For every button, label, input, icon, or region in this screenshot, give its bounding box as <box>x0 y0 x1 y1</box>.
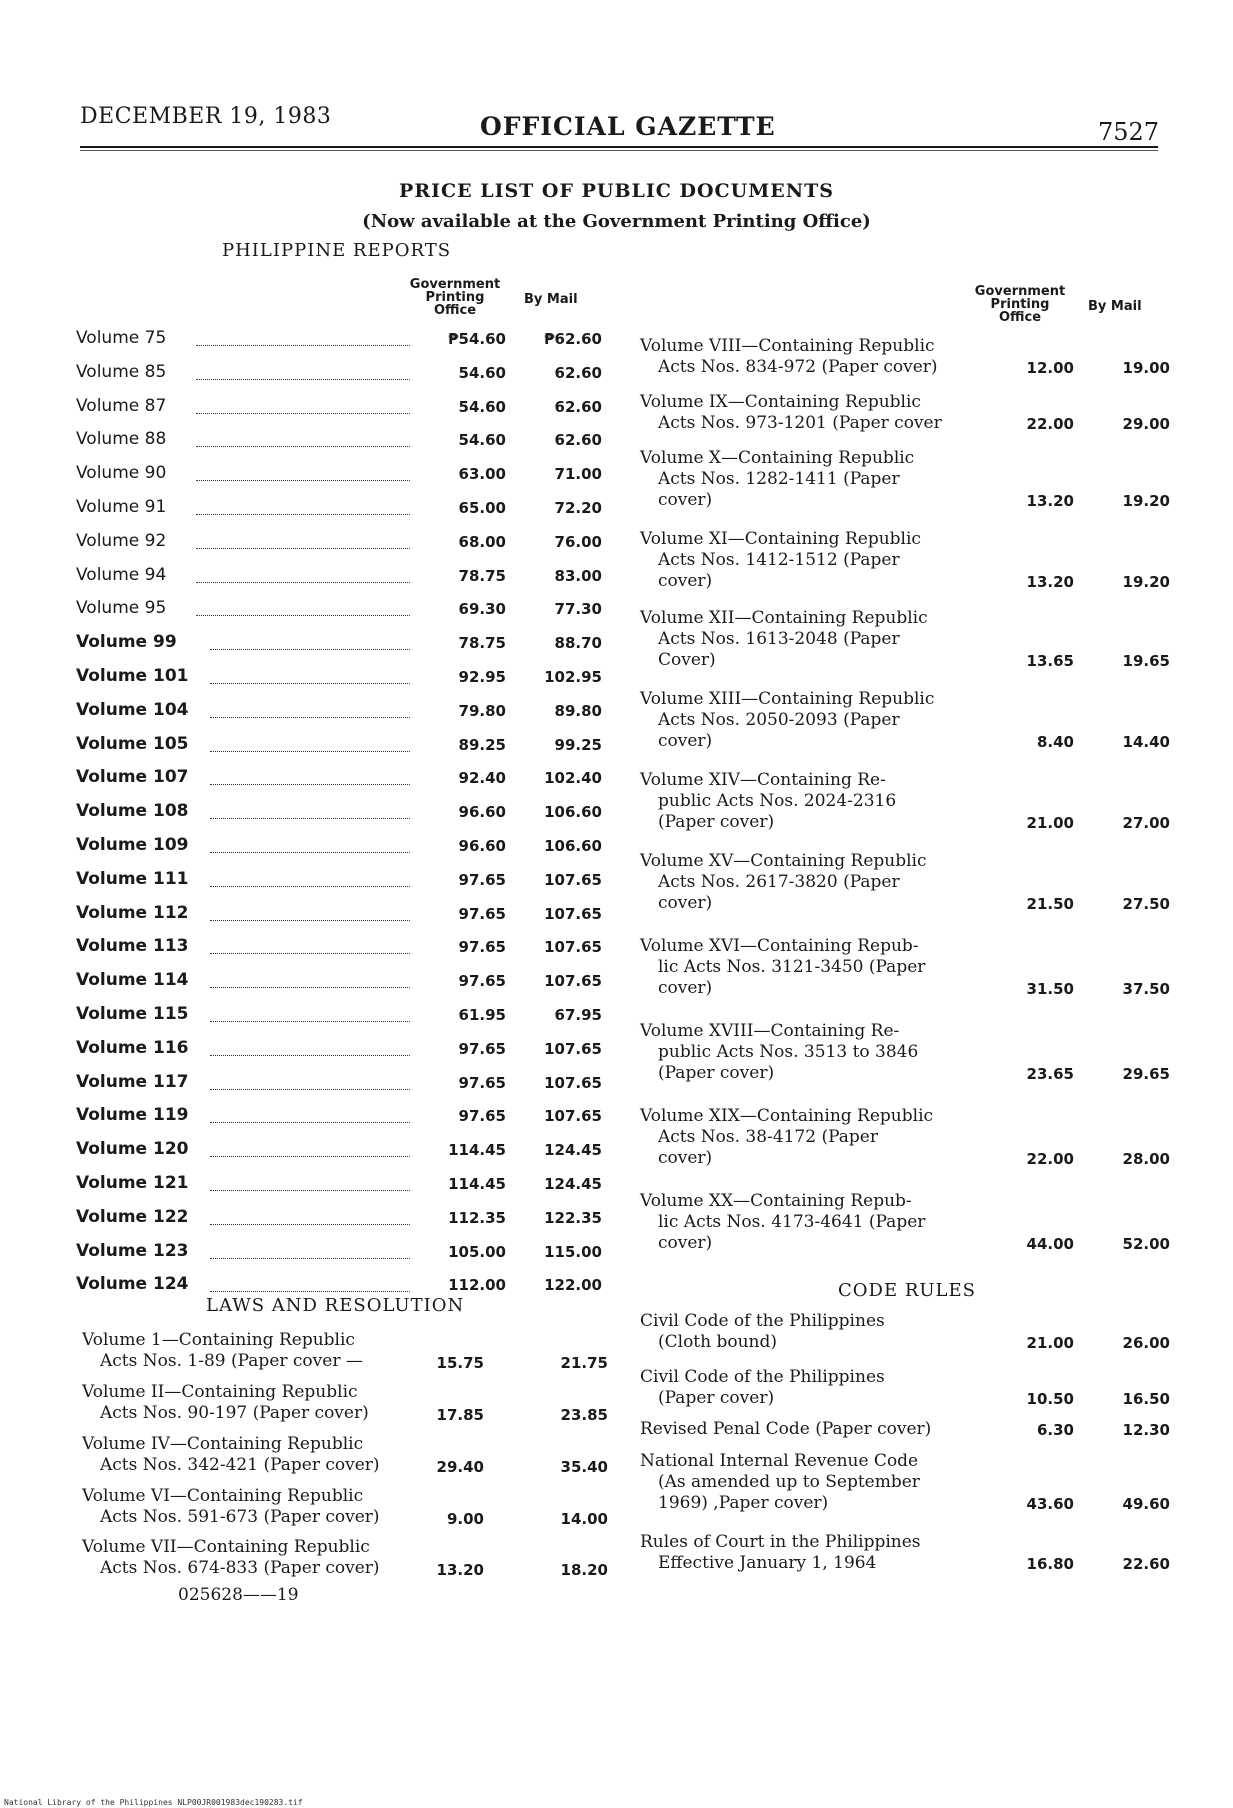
entry-line: Volume XI—Containing Republic <box>640 529 921 549</box>
price-gpo: 54.60 <box>458 364 506 382</box>
price-gpo: 92.40 <box>458 769 506 787</box>
dot-leader <box>210 920 410 921</box>
price-mail: 37.50 <box>1122 980 1170 998</box>
dot-leader <box>210 1258 410 1259</box>
price-entry <box>640 1021 975 1084</box>
volume-label: Volume 123 <box>76 1241 189 1261</box>
dot-leader <box>210 886 410 887</box>
dot-leader <box>210 717 410 718</box>
price-gpo: 16.80 <box>1026 1555 1074 1573</box>
volume-label: Volume 92 <box>76 531 167 551</box>
price-mail: 77.30 <box>554 600 602 618</box>
col-gpo-line: Government <box>409 277 501 292</box>
right-col-mail-header: By Mail <box>1088 299 1142 314</box>
price-mail: 107.65 <box>544 938 602 956</box>
price-gpo: 13.20 <box>436 1561 484 1579</box>
price-gpo: 112.00 <box>448 1276 506 1294</box>
entry-line: (Cloth bound) <box>658 1332 778 1352</box>
entry-line: cover) <box>658 731 713 751</box>
entry-line: Volume VIII—Containing Republic <box>640 336 935 356</box>
volume-label: Volume 108 <box>76 801 189 821</box>
price-gpo: 96.60 <box>458 803 506 821</box>
section-laws: LAWS AND RESOLUTION <box>206 1295 465 1316</box>
entry-line: Civil Code of the Philippines <box>640 1311 885 1331</box>
price-mail: 106.60 <box>544 803 602 821</box>
entry-line: cover) <box>658 1233 713 1253</box>
price-mail: 19.65 <box>1122 652 1170 670</box>
dot-leader <box>210 987 410 988</box>
law-entry <box>82 1486 427 1528</box>
price-entry <box>640 1191 975 1254</box>
entry-line: Volume 1—Containing Republic <box>82 1330 355 1350</box>
price-gpo: 31.50 <box>1026 980 1074 998</box>
entry-line: cover) <box>658 1148 713 1168</box>
entry-line: public Acts Nos. 3513 to 3846 <box>658 1042 919 1062</box>
price-mail: 83.00 <box>554 567 602 585</box>
price-mail: 107.65 <box>544 871 602 889</box>
price-mail: 19.20 <box>1122 492 1170 510</box>
entry-line: Volume XII—Containing Republic <box>640 608 928 628</box>
price-gpo: 21.00 <box>1026 814 1074 832</box>
price-gpo: 92.95 <box>458 668 506 686</box>
price-mail: 88.70 <box>554 634 602 652</box>
price-mail: 23.85 <box>560 1406 608 1424</box>
price-gpo: 97.65 <box>458 905 506 923</box>
dot-leader <box>196 582 410 583</box>
dot-leader <box>210 1055 410 1056</box>
entry-line: Acts Nos. 973-1201 (Paper cover <box>658 413 942 433</box>
price-entry <box>640 1106 975 1169</box>
volume-label: Volume 115 <box>76 1004 189 1024</box>
price-mail: 62.60 <box>554 431 602 449</box>
entry-line: cover) <box>658 571 713 591</box>
dot-leader <box>210 649 410 650</box>
entry-line: public Acts Nos. 2024-2316 <box>658 791 897 811</box>
entry-line: Volume XIV—Containing Re- <box>640 770 886 790</box>
price-gpo: 12.00 <box>1026 359 1074 377</box>
price-mail: 27.00 <box>1122 814 1170 832</box>
price-entry <box>640 1532 975 1574</box>
price-gpo: 13.20 <box>1026 492 1074 510</box>
entry-line: cover) <box>658 490 713 510</box>
dot-leader <box>196 379 410 380</box>
price-mail: 115.00 <box>544 1243 602 1261</box>
price-mail: 26.00 <box>1122 1334 1170 1352</box>
law-entry <box>82 1382 427 1424</box>
volume-label: Volume 117 <box>76 1072 189 1092</box>
dot-leader <box>196 548 410 549</box>
entry-line: Acts Nos. 90-197 (Paper cover) <box>100 1403 369 1423</box>
price-entry <box>640 1311 975 1353</box>
entry-line: Acts Nos. 591-673 (Paper cover) <box>100 1507 380 1527</box>
price-entry <box>640 392 975 434</box>
price-entry <box>640 448 975 511</box>
price-entry <box>640 1367 975 1409</box>
volume-label: Volume 113 <box>76 936 189 956</box>
price-mail: 49.60 <box>1122 1495 1170 1513</box>
dot-leader <box>210 1089 410 1090</box>
dot-leader <box>196 480 410 481</box>
price-mail: 22.60 <box>1122 1555 1170 1573</box>
price-entry <box>640 851 975 914</box>
price-mail: 106.60 <box>544 837 602 855</box>
entry-line: (Paper cover) <box>658 1388 775 1408</box>
dot-leader <box>196 514 410 515</box>
price-mail: 62.60 <box>554 364 602 382</box>
price-gpo: 10.50 <box>1026 1390 1074 1408</box>
price-mail: 72.20 <box>554 499 602 517</box>
price-mail: 29.00 <box>1122 415 1170 433</box>
price-gpo: 112.35 <box>448 1209 506 1227</box>
price-entry <box>640 529 975 592</box>
entry-line: National Internal Revenue Code <box>640 1451 919 1471</box>
price-mail: 67.95 <box>554 1006 602 1024</box>
price-gpo: 22.00 <box>1026 415 1074 433</box>
entry-line: 1969) ,Paper cover) <box>658 1493 829 1513</box>
entry-line: Volume IV—Containing Republic <box>82 1434 364 1454</box>
price-gpo: 97.65 <box>458 871 506 889</box>
price-mail: 27.50 <box>1122 895 1170 913</box>
entry-line: (Paper cover) <box>658 1063 775 1083</box>
dot-leader <box>210 1224 410 1225</box>
price-gpo: 54.60 <box>458 431 506 449</box>
entry-line: cover) <box>658 893 713 913</box>
entry-line: Volume VII—Containing Republic <box>82 1537 370 1557</box>
entry-line: (As amended up to September <box>658 1472 920 1492</box>
entry-line: Acts Nos. 1-89 (Paper cover — <box>100 1351 363 1371</box>
price-mail: 124.45 <box>544 1141 602 1159</box>
volume-label: Volume 104 <box>76 700 189 720</box>
price-entry <box>640 936 975 999</box>
entry-line: Volume XVIII—Containing Re- <box>640 1021 900 1041</box>
price-gpo: 22.00 <box>1026 1150 1074 1168</box>
volume-label: Volume 75 <box>76 328 167 348</box>
price-mail: 29.65 <box>1122 1065 1170 1083</box>
volume-label: Volume 111 <box>76 869 189 889</box>
entry-line: Cover) <box>658 650 716 670</box>
price-entry <box>640 689 975 752</box>
volume-label: Volume 120 <box>76 1139 189 1159</box>
header-title: OFFICIAL GAZETTE <box>480 112 776 141</box>
price-gpo: 21.50 <box>1026 895 1074 913</box>
price-gpo: 69.30 <box>458 600 506 618</box>
price-gpo: 13.20 <box>1026 573 1074 591</box>
price-mail: 102.95 <box>544 668 602 686</box>
price-gpo: 13.65 <box>1026 652 1074 670</box>
entry-line: Acts Nos. 342-421 (Paper cover) <box>100 1455 380 1475</box>
right-col-gpo-header <box>960 285 1080 324</box>
price-gpo: 6.30 <box>1036 1421 1074 1439</box>
volume-label: Volume 121 <box>76 1173 189 1193</box>
price-mail: 122.00 <box>544 1276 602 1294</box>
entry-line: Acts Nos. 674-833 (Paper cover) <box>100 1558 380 1578</box>
price-gpo: 114.45 <box>448 1141 506 1159</box>
volume-label: Volume 85 <box>76 362 167 382</box>
volume-label: Volume 124 <box>76 1274 189 1294</box>
dot-leader <box>210 784 410 785</box>
dot-leader <box>210 1122 410 1123</box>
dot-leader <box>210 852 410 853</box>
price-gpo: 68.00 <box>458 533 506 551</box>
price-gpo: 96.60 <box>458 837 506 855</box>
price-mail: 107.65 <box>544 905 602 923</box>
price-gpo: 97.65 <box>458 972 506 990</box>
dot-leader <box>210 683 410 684</box>
price-gpo: 15.75 <box>436 1354 484 1372</box>
price-entry <box>640 1451 975 1514</box>
volume-label: Volume 91 <box>76 497 167 517</box>
law-entry <box>82 1537 427 1579</box>
price-mail: 16.50 <box>1122 1390 1170 1408</box>
price-gpo: 97.65 <box>458 1107 506 1125</box>
price-gpo: 65.00 <box>458 499 506 517</box>
volume-label: Volume 119 <box>76 1105 189 1125</box>
price-gpo: ₱54.60 <box>448 330 506 348</box>
col-gpo-line: Office <box>998 310 1042 325</box>
volume-label: Volume 109 <box>76 835 189 855</box>
volume-label: Volume 122 <box>76 1207 189 1227</box>
dot-leader <box>196 345 410 346</box>
price-gpo: 21.00 <box>1026 1334 1074 1352</box>
entry-line: Volume XV—Containing Republic <box>640 851 927 871</box>
price-mail: 102.40 <box>544 769 602 787</box>
price-mail: 124.45 <box>544 1175 602 1193</box>
entry-line: Volume II—Containing Republic <box>82 1382 358 1402</box>
price-mail: 21.75 <box>560 1354 608 1372</box>
price-gpo: 63.00 <box>458 465 506 483</box>
volume-label: Volume 101 <box>76 666 189 686</box>
volume-label: Volume 114 <box>76 970 189 990</box>
page-number: 7527 <box>1098 118 1160 146</box>
entry-line: Volume XX—Containing Repub- <box>640 1191 912 1211</box>
section-code-rules: CODE RULES <box>838 1280 976 1301</box>
entry-line: Volume X—Containing Republic <box>640 448 915 468</box>
volume-label: Volume 99 <box>76 632 177 652</box>
price-mail: 107.65 <box>544 1107 602 1125</box>
price-entry <box>640 608 975 671</box>
entry-line: Acts Nos. 2617-3820 (Paper <box>658 872 900 892</box>
price-mail: 89.80 <box>554 702 602 720</box>
entry-line: lic Acts Nos. 4173-4641 (Paper <box>658 1212 926 1232</box>
col-gpo-line: Printing <box>425 290 485 305</box>
page-title: PRICE LIST OF PUBLIC DOCUMENTS <box>399 180 834 202</box>
price-mail: 12.30 <box>1122 1421 1170 1439</box>
price-mail: 62.60 <box>554 398 602 416</box>
price-entry <box>640 770 975 833</box>
left-col-gpo-header <box>395 278 515 317</box>
price-gpo: 97.65 <box>458 938 506 956</box>
price-mail: ₱62.60 <box>544 330 602 348</box>
price-gpo: 79.80 <box>458 702 506 720</box>
col-gpo-line: Government <box>974 284 1066 299</box>
entry-line: Volume XIX—Containing Republic <box>640 1106 934 1126</box>
volume-label: Volume 95 <box>76 598 167 618</box>
dot-leader <box>210 1190 410 1191</box>
price-mail: 28.00 <box>1122 1150 1170 1168</box>
price-mail: 107.65 <box>544 1074 602 1092</box>
dot-leader <box>210 818 410 819</box>
entry-line: Acts Nos. 1613-2048 (Paper <box>658 629 900 649</box>
price-mail: 35.40 <box>560 1458 608 1476</box>
price-entry <box>640 1419 975 1440</box>
header-rule-thin <box>80 150 1158 151</box>
price-gpo: 105.00 <box>448 1243 506 1261</box>
price-gpo: 114.45 <box>448 1175 506 1193</box>
law-entry <box>82 1434 427 1476</box>
price-mail: 18.20 <box>560 1561 608 1579</box>
dot-leader <box>210 953 410 954</box>
col-gpo-line: Printing <box>990 297 1050 312</box>
price-mail: 52.00 <box>1122 1235 1170 1253</box>
entry-line: Volume XIII—Containing Republic <box>640 689 935 709</box>
price-gpo: 54.60 <box>458 398 506 416</box>
price-entry <box>640 336 975 378</box>
price-mail: 19.00 <box>1122 359 1170 377</box>
price-gpo: 43.60 <box>1026 1495 1074 1513</box>
dot-leader <box>210 751 410 752</box>
entry-line: Volume VI—Containing Republic <box>82 1486 364 1506</box>
price-mail: 19.20 <box>1122 573 1170 591</box>
entry-line: Acts Nos. 2050-2093 (Paper <box>658 710 900 730</box>
price-mail: 14.40 <box>1122 733 1170 751</box>
price-gpo: 89.25 <box>458 736 506 754</box>
price-mail: 76.00 <box>554 533 602 551</box>
dot-leader <box>210 1156 410 1157</box>
section-philippine-reports: PHILIPPINE REPORTS <box>222 240 452 261</box>
price-gpo: 29.40 <box>436 1458 484 1476</box>
price-gpo: 78.75 <box>458 634 506 652</box>
price-mail: 107.65 <box>544 1040 602 1058</box>
entry-line: Volume IX—Containing Republic <box>640 392 921 412</box>
dot-leader <box>196 446 410 447</box>
entry-line: Rules of Court in the Philippines <box>640 1532 921 1552</box>
entry-line: Effective January 1, 1964 <box>658 1553 877 1573</box>
law-entry <box>82 1330 427 1372</box>
price-mail: 107.65 <box>544 972 602 990</box>
entry-line: lic Acts Nos. 3121-3450 (Paper <box>658 957 926 977</box>
price-gpo: 8.40 <box>1036 733 1074 751</box>
price-gpo: 44.00 <box>1026 1235 1074 1253</box>
price-mail: 99.25 <box>554 736 602 754</box>
entry-line: (Paper cover) <box>658 812 775 832</box>
volume-label: Volume 94 <box>76 565 167 585</box>
entry-line: Acts Nos. 834-972 (Paper cover) <box>658 357 938 377</box>
volume-label: Volume 87 <box>76 396 167 416</box>
price-gpo: 97.65 <box>458 1040 506 1058</box>
dot-leader <box>210 1021 410 1022</box>
entry-line: Volume XVI—Containing Repub- <box>640 936 919 956</box>
price-gpo: 97.65 <box>458 1074 506 1092</box>
entry-line: Acts Nos. 1412-1512 (Paper <box>658 550 900 570</box>
price-gpo: 9.00 <box>446 1510 484 1528</box>
col-gpo-line: Office <box>433 303 477 318</box>
price-gpo: 61.95 <box>458 1006 506 1024</box>
entry-line: Acts Nos. 1282-1411 (Paper <box>658 469 900 489</box>
price-gpo: 17.85 <box>436 1406 484 1424</box>
volume-label: Volume 88 <box>76 429 167 449</box>
price-mail: 122.35 <box>544 1209 602 1227</box>
footer-code: 025628——19 <box>178 1585 299 1605</box>
scan-note: National Library of the Philippines NLP00JR001983dec190283.tif <box>4 1798 303 1807</box>
price-gpo: 23.65 <box>1026 1065 1074 1083</box>
entry-line: Civil Code of the Philippines <box>640 1367 885 1387</box>
volume-label: Volume 112 <box>76 903 189 923</box>
dot-leader <box>196 615 410 616</box>
volume-label: Volume 107 <box>76 767 189 787</box>
entry-line: cover) <box>658 978 713 998</box>
left-col-mail-header: By Mail <box>524 292 578 307</box>
header-date: DECEMBER 19, 1983 <box>80 104 332 129</box>
page-subtitle: (Now available at the Government Printing Office) <box>362 211 871 232</box>
price-gpo: 78.75 <box>458 567 506 585</box>
price-mail: 14.00 <box>560 1510 608 1528</box>
header-rule <box>80 146 1158 148</box>
dot-leader <box>196 413 410 414</box>
volume-label: Volume 105 <box>76 734 189 754</box>
entry-line: Acts Nos. 38-4172 (Paper <box>658 1127 878 1147</box>
entry-line: Revised Penal Code (Paper cover) <box>640 1419 932 1439</box>
dot-leader <box>210 1291 410 1292</box>
price-mail: 71.00 <box>554 465 602 483</box>
volume-label: Volume 90 <box>76 463 167 483</box>
volume-label: Volume 116 <box>76 1038 189 1058</box>
